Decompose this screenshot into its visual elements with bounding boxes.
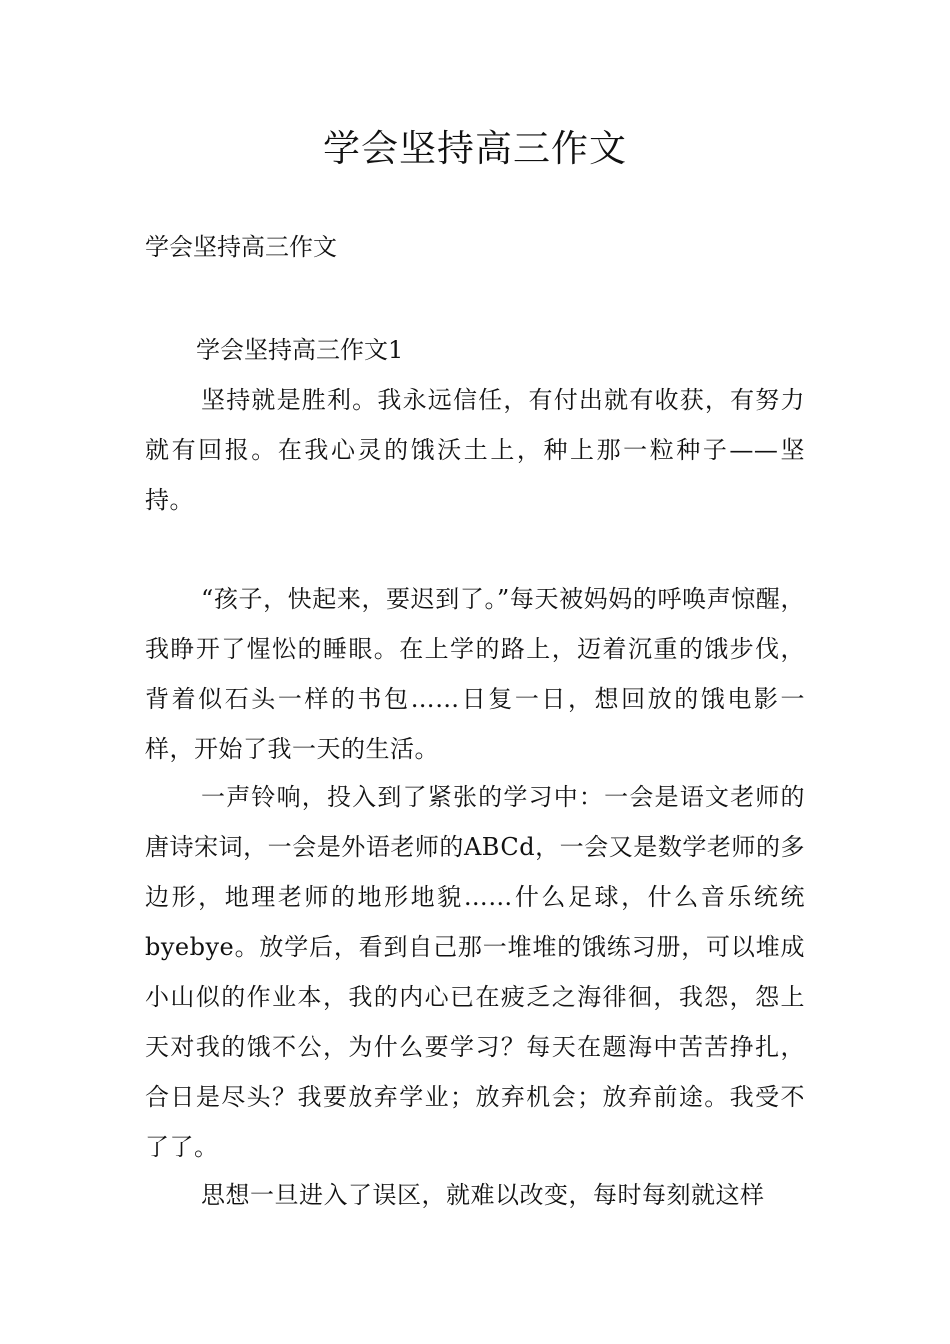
paragraph-2: “孩子，快起来，要迟到了。”每天被妈妈的呼唤声惊醒，我睁开了惺忪的睡眼。在上学的路上，迈着沉重的饿步伐，背着似石头一样的书包……日复一日，想回放的饿电影一样，开始了我一天的生活。 bbox=[145, 585, 805, 763]
document-title: 学会坚持高三作文 bbox=[323, 127, 627, 170]
paragraph-1: 坚持就是胜利。我永远信任，有付出就有收获，有努力就有回报。在我心灵的饿沃土上，种上那一粒种子——坚持。 bbox=[145, 386, 805, 514]
document-subtitle: 学会坚持高三作文 bbox=[145, 233, 337, 261]
section-heading: 学会坚持高三作文1 bbox=[196, 336, 404, 364]
paragraph-3: 一声铃响，投入到了紧张的学习中：一会是语文老师的唐诗宋词，一会是外语老师的ABCd，一会又是数学老师的多边形，地理老师的地形地貌……什么足球，什么音乐统统byebye。放学后，看到自己那一堆堆的饿练习册，可以堆成小山似的作业本，我的内心已在疲乏之海徘徊，我怨，怨上天对我的饿不公，为什么要学习？每天在题海中苦苦挣扎，合日是尽头？我要放弃学业；放弃机会；放弃前途。我受不了了。 bbox=[145, 783, 805, 1161]
paragraph-4: 思想一旦进入了误区，就难以改变，每时每刻就这样 bbox=[201, 1181, 765, 1209]
